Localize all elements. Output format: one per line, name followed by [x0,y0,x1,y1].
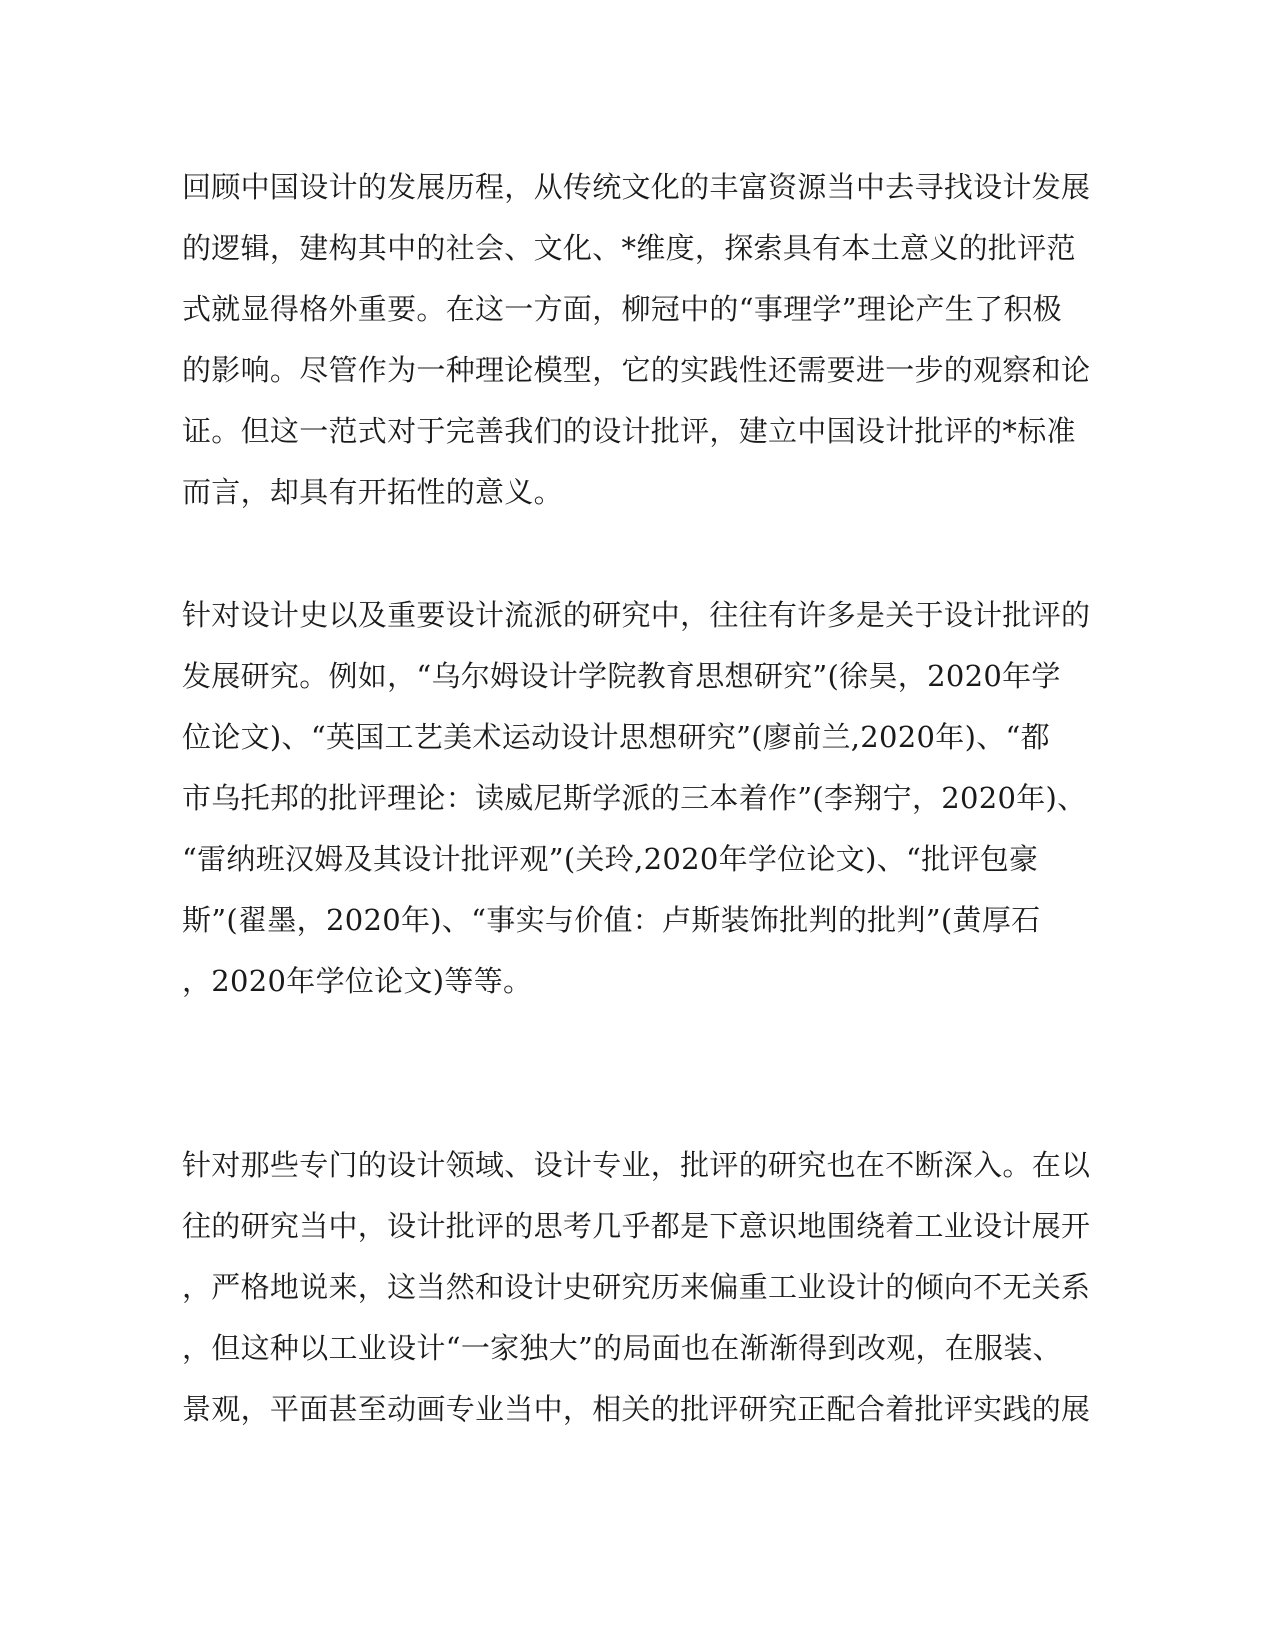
text-line: 而言，却具有开拓性的意义。 [182,475,563,509]
text-line: 发展研究。例如，“乌尔姆设计学院教育思想研究”(徐昊，2020年学 [182,659,1061,693]
text-line: 证。但这一范式对于完善我们的设计批评，建立中国设计批评的*标准 [182,414,1076,448]
text-line: 的影响。尽管作为一种理论模型，它的实践性还需要进一步的观察和论 [182,353,1091,387]
text-line: 斯”(翟墨，2020年)、“事实与价值：卢斯装饰批判的批判”(黄厚石 [182,903,1041,937]
text-line: ，但这种以工业设计“一家独大”的局面也在渐渐得到改观，在服装、 [182,1331,1062,1365]
text-line: 针对设计史以及重要设计流派的研究中，往往有许多是关于设计批评的 [182,598,1091,632]
text-line: 景观，平面甚至动画专业当中，相关的批评研究正配合着批评实践的展 [182,1392,1091,1426]
text-line: ，严格地说来，这当然和设计史研究历来偏重工业设计的倾向不无关系 [182,1270,1091,1304]
paragraph-design-history-review [182,157,1091,523]
text-line: 市乌托邦的批评理论：读威尼斯学派的三本着作”(李翔宁，2020年)、 [182,781,1087,815]
text-line: 式就显得格外重要。在这一方面，柳冠中的“事理学”理论产生了积极 [182,292,1062,326]
text-line: 位论文)、“英国工艺美术运动设计思想研究”(廖前兰,2020年)、“都 [182,720,1050,754]
text-line: 的逻辑，建构其中的社会、文化、*维度，探索具有本土意义的批评范 [182,231,1076,265]
text-line: 针对那些专门的设计领域、设计专业，批评的研究也在不断深入。在以 [182,1148,1091,1182]
text-line: ，2020年学位论文)等等。 [182,964,533,998]
text-line: 回顾中国设计的发展历程，从传统文化的丰富资源当中去寻找设计发展 [182,170,1091,204]
text-line: 往的研究当中，设计批评的思考几乎都是下意识地围绕着工业设计展开 [182,1209,1091,1243]
text-line: “雷纳班汉姆及其设计批评观”(关玲,2020年学位论文)、“批评包豪 [182,842,1039,876]
paragraph-design-schools-research [182,585,1091,1012]
paragraph-design-fields-criticism [182,1135,1091,1440]
